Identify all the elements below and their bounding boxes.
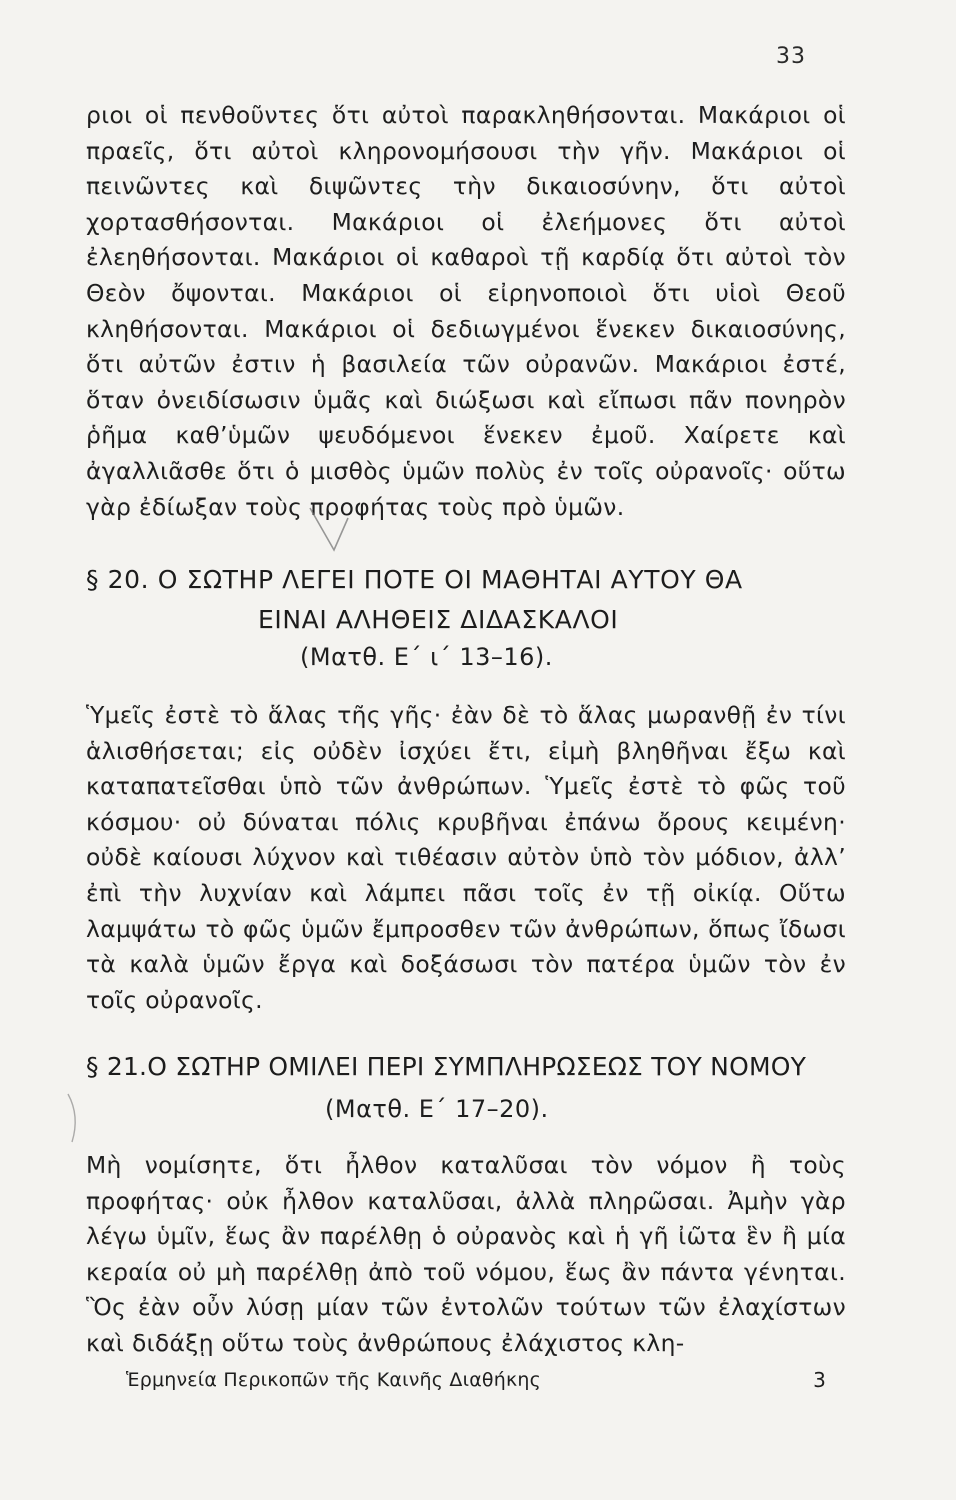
section-20-reference: (Ματθ. Ε΄ ι΄ 13–16). [300, 643, 553, 671]
section-21-heading: § 21.Ο ΣΩΤΗΡ ΟΜΙΛΕΙ ΠΕΡΙ ΣΥΜΠΛΗΡΩΣΕΩΣ ΤΟΥ ΝΟΜΟΥ [86, 1052, 807, 1081]
footer-book-title: Ἑρμηνεία Περικοπῶν τῆς Καινῆς Διαθήκης [126, 1369, 541, 1391]
section-20-heading-line2: ΕΙΝΑΙ ΑΛΗΘΕΙΣ ΔΙΔΑΣΚΑΛΟΙ [258, 605, 619, 634]
footer-signature-mark: 3 [813, 1368, 826, 1392]
paragraph-fulfilment-of-law: Μὴ νομίσητε, ὅτι ἦλθον καταλῦσαι τὸν νόμον ἢ τοὺς προφήτας· οὐκ ἦλθον καταλῦσαι, ἀλλὰ πληρῶσαι. Ἀμὴν γὰρ λέγω ὑμῖν, ἕως ἂν παρέλθῃ ὁ οὐρανὸς καὶ ἡ γῆ ἰῶτα ἓν ἢ μία κεραία οὐ μὴ παρέλθῃ ἀπὸ τοῦ νόμου, ἕως ἂν πάντα γένηται. Ὃς ἐὰν οὖν λύσῃ μίαν τῶν ἐντολῶν τούτων τῶν ἐλαχίστων καὶ διδάξῃ οὕτω τοὺς ἀνθρώπους ἐλάχιστος κλη- [86, 1151, 846, 1357]
paragraph-salt-and-light: Ὑμεῖς ἐστὲ τὸ ἅλας τῆς γῆς· ἐὰν δὲ τὸ ἅλας μωρανθῇ ἐν τίνι ἁλισθήσεται; εἰς οὐδὲν ἰσχύει ἔτι, εἰμὴ βληθῆναι ἔξω καὶ καταπατεῖσθαι ὑπὸ τῶν ἀνθρώπων. Ὑμεῖς ἐστὲ τὸ φῶς τοῦ κόσμου· οὐ δύναται πόλις κρυβῆναι ἐπάνω ὄρους κειμένη· οὐδὲ καίουσι λύχνον καὶ τιθέασιν αὐτὸν ὑπὸ τὸν μόδιον, ἀλλ’ ἐπὶ τὴν λυχνίαν καὶ λάμπει πᾶσι τοῖς ἐν τῇ οἰκίᾳ. Οὕτω λαμψάτω τὸ φῶς ὑμῶν ἔμπροσθεν τῶν ἀνθρώπων, ὅπως ἴδωσι τὰ καλὰ ὑμῶν ἔργα καὶ δοξάσωσι τὸν πατέρα ὑμῶν τὸν ἐν τοῖς οὐρανοῖς. [86, 701, 846, 1014]
pencil-margin-mark [62, 1088, 92, 1148]
section-20-heading-line1: § 20. Ο ΣΩΤΗΡ ΛΕΓΕΙ ΠΟΤΕ ΟΙ ΜΑΘΗΤΑΙ ΑΥΤΟΥ ΘΑ [86, 565, 743, 594]
section-21-reference: (Ματθ. Ε΄ 17–20). [325, 1095, 549, 1123]
page-number: 33 [776, 44, 806, 69]
paragraph-beatitudes: ριοι οἱ πενθοῦντες ὅτι αὐτοὶ παρακληθήσονται. Μακάριοι οἱ πραεῖς, ὅτι αὐτοὶ κληρονομήσουσι τὴν γῆν. Μακάριοι οἱ πεινῶντες καὶ διψῶντες τὴν δικαιοσύνην, ὅτι αὐτοὶ χορτασθήσονται. Μακάριοι οἱ ἐλεήμονες ὅτι αὐτοὶ ἐλεηθήσονται. Μακάριοι οἱ καθαροὶ τῇ καρδίᾳ ὅτι αὐτοὶ τὸν Θεὸν ὄψονται. Μακάριοι οἱ εἰρηνοποιοὶ ὅτι υἱοὶ Θεοῦ κληθήσονται. Μακάριοι οἱ δεδιωγμένοι ἕνεκεν δικαιοσύνης, ὅτι αὐτῶν ἐστιν ἡ βασιλεία τῶν οὐρανῶν. Μακάριοι ἐστέ, ὅταν ὀνειδίσωσιν ὑμᾶς καὶ διώξωσι καὶ εἴπωσι πᾶν πονηρὸν ῥῆμα καθ’ὑμῶν ψευδόμενοι ἕνεκεν ἐμοῦ. Χαίρετε καὶ ἀγαλλιᾶσθε ὅτι ὁ μισθὸς ὑμῶν πολὺς ἐν τοῖς οὐρανοῖς· οὕτω γὰρ ἐδίωξαν τοὺς προφήτας τοὺς πρὸ ὑμῶν. [86, 101, 846, 521]
